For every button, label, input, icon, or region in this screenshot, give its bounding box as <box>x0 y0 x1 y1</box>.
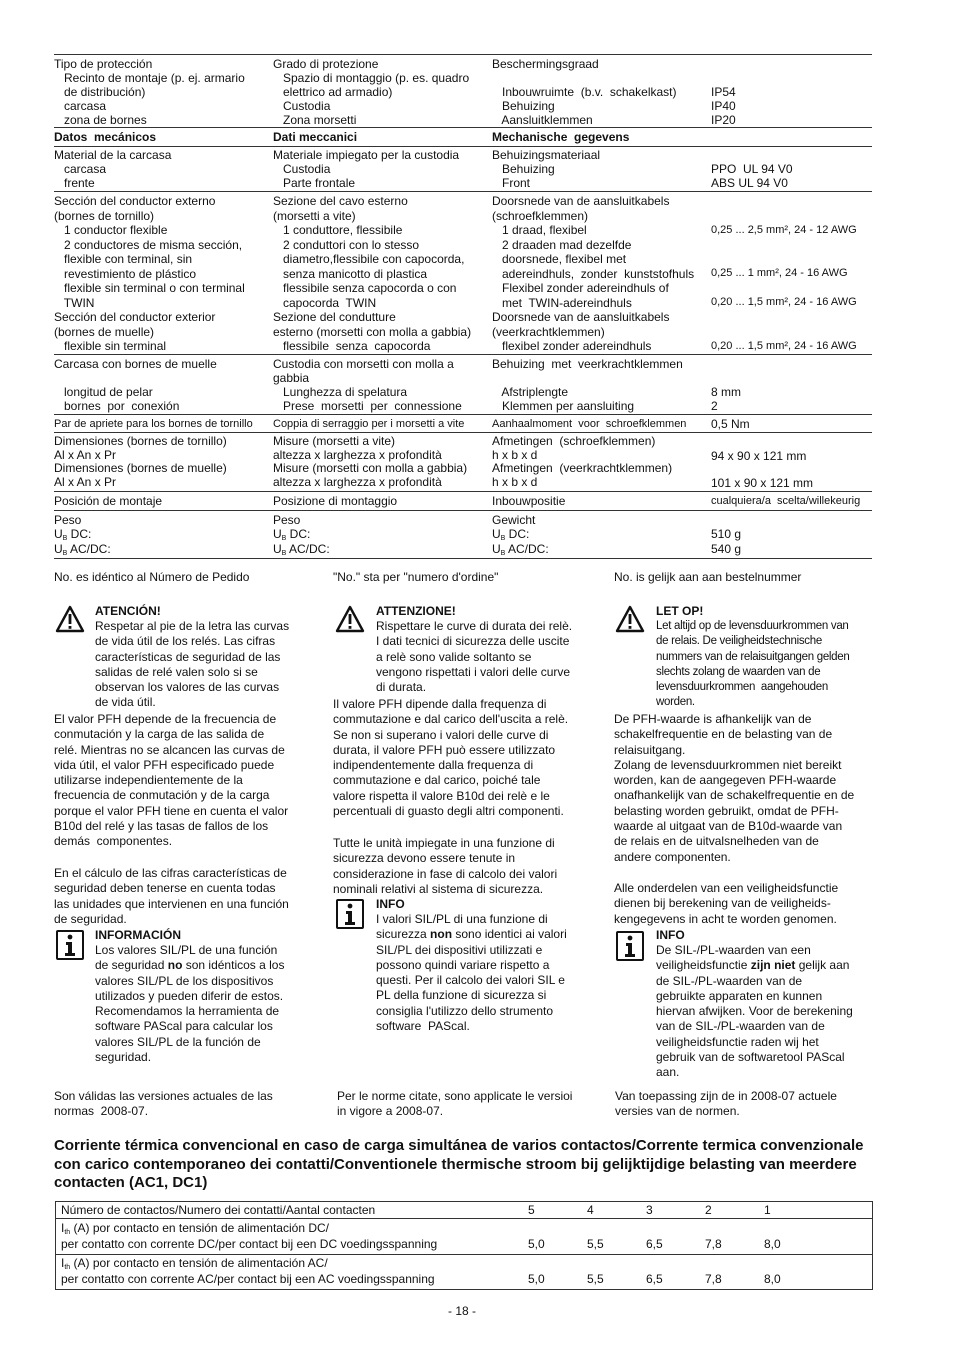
dc-value: 6,5 <box>646 1237 663 1251</box>
section-spring-nl: Doorsnede van de aansluitkabels (veerkrachtklemmen) flexibel zonder adereindhuls <box>492 310 670 353</box>
table-rule <box>54 191 872 192</box>
units-para-it: Tutte le unità impiegate in una funzione di sicurezza devono essere tenute in considerazione in fase di calcolo dei valori nominali relativi al sistema di sicurezza. <box>333 836 558 896</box>
dc-value: 5,0 <box>528 1237 545 1251</box>
contacts-count: 1 <box>764 1203 771 1217</box>
table-rule <box>54 414 872 415</box>
weight-nl: Gewicht <box>492 513 536 527</box>
weight-nl-acdc: $U_B$ AC/DC: <box>492 542 549 557</box>
pfh-para-nl: De PFH-waarde is afhankelijk van de schakelfrequentie en de belasting van de relaisuitgang. Zolang de levensduurkrommen niet bereikt worden, kan de aangegeven PFH-waarde onafhankelijk van de schakelfrequentie en de belasting worden gebruikt, omdat de PFH- waarde al uitgaat van de B10d-waarde van de relais en de uitvalsnelheden van de andere componenten. <box>614 712 855 864</box>
material-es: Material de la carcasa carcasa frente <box>54 148 172 190</box>
info-icon <box>336 899 364 929</box>
info-title-nl: INFO <box>656 928 685 942</box>
protection-nl: Beschermingsgraad Inbouwruimte (b.v. schakelkast) Behuizing Aansluitklemmen <box>492 57 677 127</box>
torque-nl: Aanhaalmoment voor schroefklemmen <box>492 418 687 430</box>
dimensions-value-spring: 101 x 90 x 121 mm <box>711 476 814 490</box>
section-screw-value-3: 0,20 ... 1,5 mm², 24 - 16 AWG <box>711 296 857 308</box>
section-spring-value: 0,20 ... 1,5 mm², 24 - 16 AWG <box>711 340 857 352</box>
torque-es: Par de apriete para los bornes de tornillo <box>54 418 253 430</box>
torque-value: 0,5 Nm <box>711 417 750 431</box>
weight-value-acdc: 540 g <box>711 542 742 556</box>
table-rule <box>54 432 872 433</box>
table-rule <box>54 54 872 55</box>
thermal-current-table <box>55 1201 873 1290</box>
dimensions-nl: Afmetingen (schroefklemmen) h x b x d Afmetingen (veerkrachtklemmen) h x b x d <box>492 434 673 489</box>
ac-value: 8,0 <box>764 1272 781 1286</box>
section-screw-nl: Doorsnede van de aansluitkabels (schroefklemmen) 1 draad, flexibel 2 draaden mad dezelfde doorsnede, flexibel met adereindhuls, zonder kunststofhuls Flexibel zonder adereindhuls of met TWIN-adereindhuls <box>492 194 695 310</box>
section-screw-value-2: 0,25 ... 1 mm², 24 - 16 AWG <box>711 267 848 279</box>
material-it: Materiale impiegato per la custodia Custodia Parte frontale <box>273 148 460 190</box>
pfh-para-es: El valor PFH depende de la frecuencia de conmutación y la carga de las salida de relé. Mientras no se alcancen las curvas de vida útil, el valor PFH especificado puede utilizarse independientemente de la frecuencia de conmutación y de la carga porque el valor PFH tiene en cuenta el valor B10d del relé y las tasas de fallos de los demás componentes. <box>54 712 289 849</box>
info-body-it: I valori SIL/PL di una funzione di sicurezza non sono identici ai valori SIL/PL dei dispositivi utilizzati e possono quindi variare rispetto a questi. Per il calcolo dei valori SIL e PL della funzione di sicurezza si consiglia l'utilizzo dello strumento software PAScal. <box>376 912 567 1034</box>
info-icon <box>616 931 644 961</box>
dc-value: 7,8 <box>705 1237 722 1251</box>
spring-housing-values: 8 mm 2 <box>711 385 741 413</box>
material-values: PPO UL 94 V0 ABS UL 94 V0 <box>711 162 793 190</box>
info-body-nl: De SIL-/PL-waarden van een veiligheidsfunctie zijn niet gelijk aan de SIL-/PL-waarden van de gebruikte apparaten en kunnen hiervan afwijken. Voor de berekening van de SIL-/PL-waarden van de veiligheidsfunctie raden wij het gebruik van de softwaretool PAScal aan. <box>656 943 853 1080</box>
dc-value: 5,5 <box>587 1237 604 1251</box>
position-nl: Inbouwpositie <box>492 494 566 508</box>
versions-es: Son válidas las versiones actuales de las normas 2008-07. <box>54 1089 273 1119</box>
warning-title-es: ATENCIÓN! <box>95 604 161 618</box>
warning-title-it: ATTENZIONE! <box>376 604 456 618</box>
mech-es: Datos mecánicos <box>54 130 157 144</box>
torque-it: Coppia di serraggio per i morsetti a vite <box>273 418 465 430</box>
weight-es-dc: $U_B$ DC: <box>54 527 92 542</box>
dimensions-it: Misure (morsetti a vite) altezza x larghezza x profondità Misure (morsetti con molla a gabbia) altezza x larghezza x profondità <box>273 434 468 489</box>
position-it: Posizione di montaggio <box>273 494 398 508</box>
protection-es: Tipo de protección Recinto de montaje (p. ej. armario de distribución) carcasa zona de bornes <box>54 57 245 127</box>
section-screw-value-1: 0,25 ... 2,5 mm², 24 - 12 AWG <box>711 224 857 236</box>
mech-nl: Mechanische gegevens <box>492 130 630 144</box>
info-icon <box>56 930 84 960</box>
position-value: cualquiera/a scelta/willekeurig <box>711 495 861 507</box>
spring-housing-es: Carcasa con bornes de muelle longitud de pelar bornes por conexión <box>54 357 217 413</box>
table-rule <box>56 1254 872 1255</box>
protection-values: IP54 IP40 IP20 <box>711 85 736 127</box>
ac-value: 7,8 <box>705 1272 722 1286</box>
versions-nl: Van toepassing zijn de in 2008-07 actuele versies van de normen. <box>615 1089 837 1119</box>
mech-it: Dati meccanici <box>273 130 358 144</box>
position-es: Posición de montaje <box>54 494 163 508</box>
section-spring-es: Sección del conductor exterior (bornes de muelle) flexible sin terminal <box>54 310 216 353</box>
weight-value-dc: 510 g <box>711 527 742 541</box>
dc-value: 8,0 <box>764 1237 781 1251</box>
warning-title-nl: LET OP! <box>656 604 704 618</box>
table-rule <box>54 510 872 511</box>
order-note-es: No. es idéntico al Número de Pedido <box>54 570 250 584</box>
dc-row-line1: $I_{th}$ (A) por contacto en tensión de alimentación DC/ <box>61 1221 329 1236</box>
protection-it: Grado di protezione Spazio di montaggio (p. es. quadro elettrico ad armadio) Custodia Zona morsetti <box>273 57 470 127</box>
table-rule <box>54 146 872 147</box>
material-nl: Behuizingsmateriaal Behuizing Front <box>492 148 601 190</box>
versions-it: Per le norme citate, sono applicate le versioi in vigore a 2008-07. <box>337 1089 573 1119</box>
contacts-count: 4 <box>587 1203 594 1217</box>
contacts-header-label: Número de contactos/Numero dei contatti/Aantal contacten <box>61 1203 376 1217</box>
contacts-count: 5 <box>528 1203 535 1217</box>
weight-nl-dc: $U_B$ DC: <box>492 527 530 542</box>
warning-body-nl: Let altijd op de levensduurkrommen van de relais. De veiligheidstechnische nummers van de relaisuitgangen gelden slechts zolang de waarden van de levensduurkrommen aangehouden worden. <box>656 620 850 709</box>
dimensions-es: Dimensiones (bornes de tornillo) Al x An x Pr Dimensiones (bornes de muelle) Al x An x Pr <box>54 434 227 489</box>
contacts-count: 3 <box>646 1203 653 1217</box>
ac-row-line2: per contatto con corrente AC/per contact bij een AC voedingsspanning <box>61 1272 435 1286</box>
table-rule <box>54 491 872 492</box>
warning-body-it: Rispettare le curve di durata dei relè. I dati tecnici di sicurezza delle uscite a relè sono valide soltanto se vengono rispettati i valori delle curve di durata. <box>376 619 573 695</box>
table-rule <box>54 558 872 559</box>
info-title-es: INFORMACIÓN <box>95 928 181 942</box>
weight-es: Peso <box>54 513 82 527</box>
section-screw-it: Sezione del cavo esterno (morsetti a vite) 1 conduttore, flessibile 2 conduttori con lo stesso diametro,flessibile con capocorda, senza manicotto di plastica flessibile senza capocorda o con capocorda TWIN <box>273 194 465 310</box>
order-note-nl: No. is gelijk aan aan bestelnummer <box>614 570 802 584</box>
section-screw-es: Sección del conductor externo (bornes de tornillo) 1 conductor flexible 2 conductores de misma sección, flexible con terminal, sin revestimiento de plástico flexible sin terminal o con terminal TWIN <box>54 194 245 310</box>
ac-value: 6,5 <box>646 1272 663 1286</box>
warning-body-es: Respetar al pie de la letra las curvas de vida útil de los relés. Las cifras características de seguridad de las salidas de relé valen solo si se observan los valores de las curvas de vida útil. <box>95 619 290 710</box>
dimensions-value-screw: 94 x 90 x 121 mm <box>711 449 807 463</box>
info-body-es: Los valores SIL/PL de una función de seguridad no son idénticos a los valores SIL/PL de los dispositivos utilizados y pueden diferir de estos. Recomendamos la herramienta de software PAScal para calcular los valores SIL/PL de la función de seguridad. <box>95 943 285 1065</box>
warning-icon <box>55 605 85 633</box>
page-number: - 18 - <box>448 1304 477 1318</box>
warning-icon <box>335 605 365 633</box>
weight-it-dc: $U_B$ DC: <box>273 527 311 542</box>
ac-row-line1: $I_{th}$ (A) por contacto en tensión de alimentación AC/ <box>61 1256 328 1271</box>
section-heading: Corriente térmica convencional en caso de carga simultánea de varios contactos/Corrente termica convenzionale con carico contemporaneo dei contatti/Conventionele thermische stroom bij gelijktijdige belasting van meerdere contacten (AC1, DC1) <box>54 1137 864 1191</box>
weight-es-acdc: $U_B$ AC/DC: <box>54 542 111 557</box>
weight-it: Peso <box>273 513 301 527</box>
table-rule <box>54 127 872 128</box>
table-rule <box>56 1218 872 1219</box>
ac-value: 5,5 <box>587 1272 604 1286</box>
weight-it-acdc: $U_B$ AC/DC: <box>273 542 330 557</box>
dc-row-line2: per contatto con corrente DC/per contact bij een DC voedingsspanning <box>61 1237 438 1251</box>
table-rule <box>54 354 872 355</box>
contacts-count: 2 <box>705 1203 712 1217</box>
units-para-nl: Alle onderdelen van een veiligheidsfunctie dienen bij berekening van de veiligheids- kengegevens in acht te worden genomen. <box>614 881 839 926</box>
units-para-es: En el cálculo de las cifras características de seguridad deben tenerse en cuenta todas las unidades que intervienen en una función de seguridad. <box>54 866 289 926</box>
section-spring-it: Sezione del condutture esterno (morsetti con molla a gabbia) flessibile senza capocorda <box>273 310 472 353</box>
spring-housing-it: Custodia con morsetti con molla a gabbia Lunghezza di spelatura Prese morsetti per connessione <box>273 357 462 413</box>
spring-housing-nl: Behuizing met veerkrachtklemmen Afstriplengte Klemmen per aansluiting <box>492 357 683 413</box>
ac-value: 5,0 <box>528 1272 545 1286</box>
order-note-it: "No." sta per "numero d'ordine" <box>333 570 499 584</box>
warning-icon <box>615 605 645 633</box>
info-title-it: INFO <box>376 897 405 911</box>
pfh-para-it: Il valore PFH dipende dalla frequenza di commutazione e dal carico dell'uscita a relè. Se non si superano i valori delle curve di durata, il valore PFH può essere utilizzato indipendentemente dalla frequenza di commutazione e dal carico, poiché tale valore rispetta il valore B10d dei relè e le percentuali di guasto degli altri componenti. <box>333 697 569 819</box>
